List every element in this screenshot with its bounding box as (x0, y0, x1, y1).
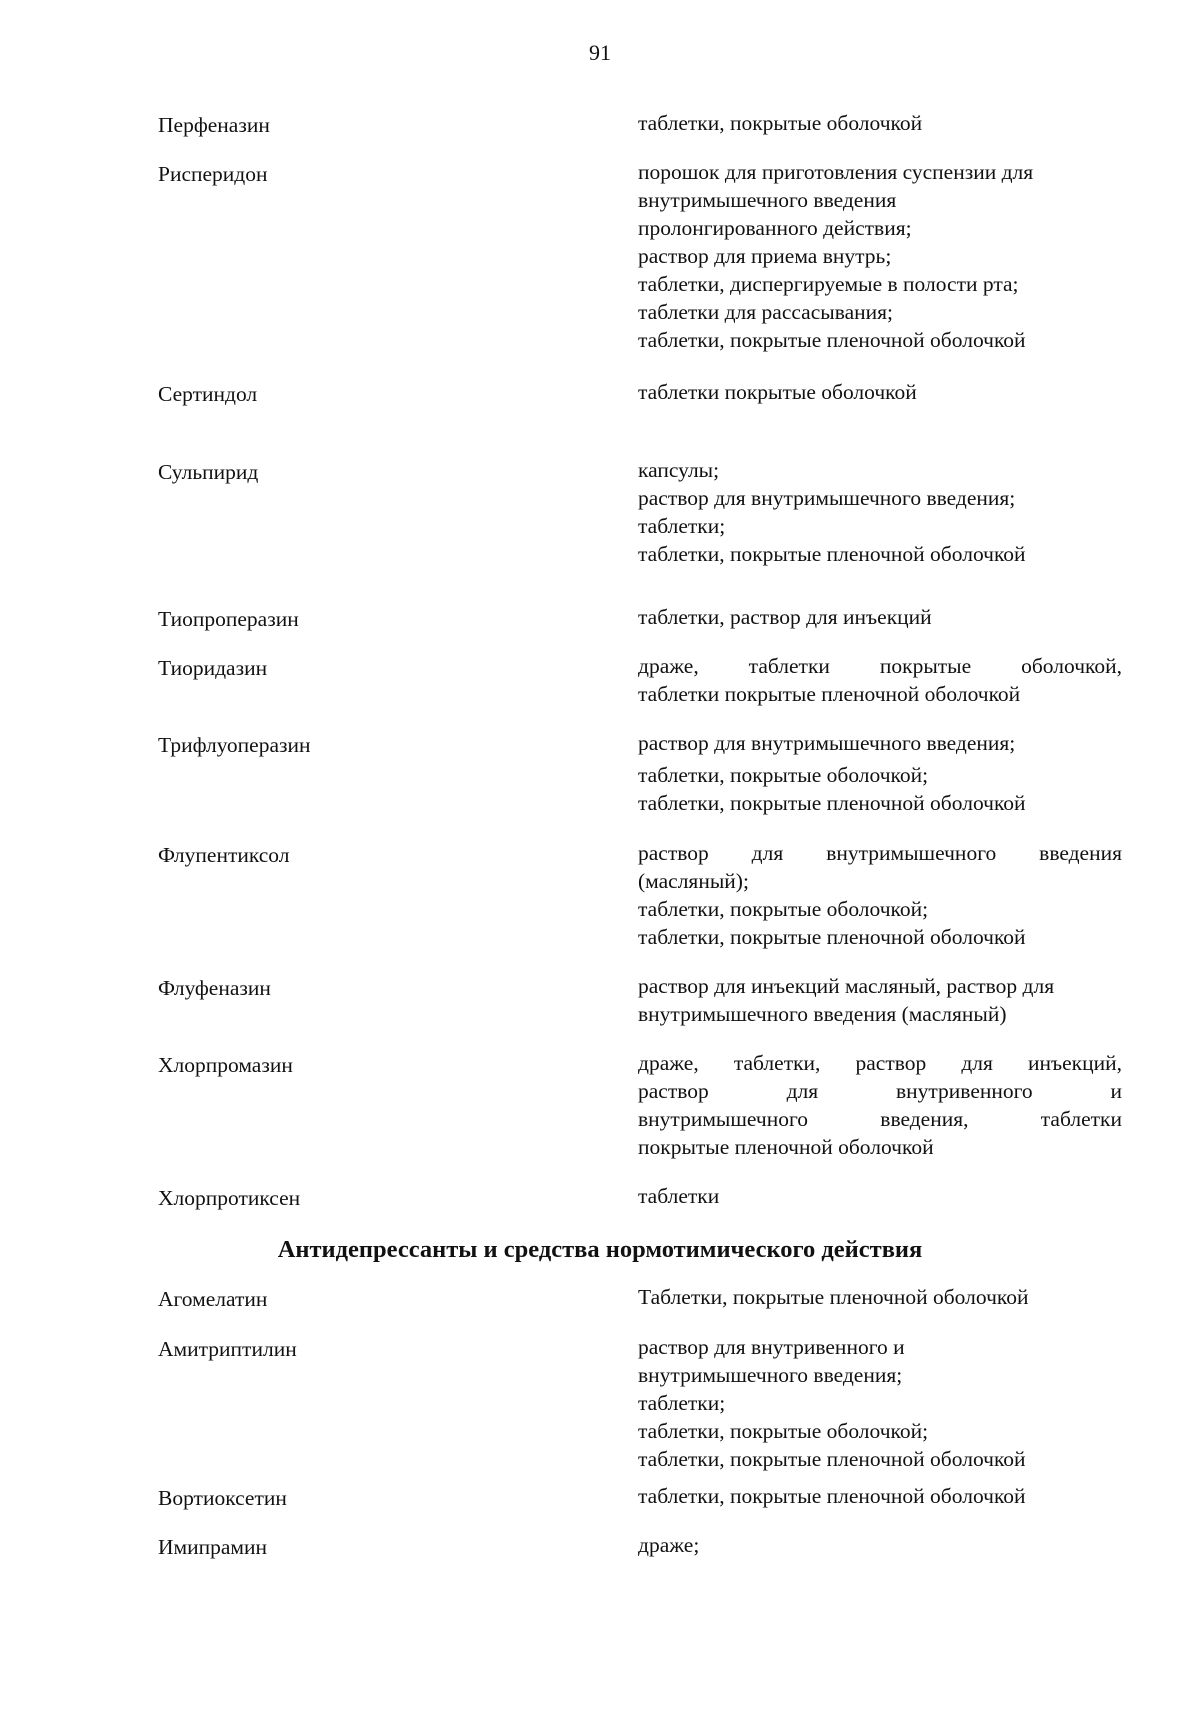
drug-name: Сульпирид (158, 460, 259, 484)
dosage-forms (638, 1283, 1122, 1311)
dosage-forms (638, 456, 1122, 568)
drug-name: Перфеназин (158, 113, 270, 137)
dosage-form-line: раствор для внутривенного и (638, 1335, 905, 1359)
dosage-form-line: таблетки, покрытые оболочкой; (638, 763, 929, 787)
drug-name: Имипрамин (158, 1535, 268, 1559)
dosage-form-line: раствор для внутримышечного введения (638, 841, 1122, 865)
dosage-form-line: раствор для внутримышечного введения; (638, 731, 1016, 755)
drug-name: Тиоридазин (158, 656, 268, 680)
dosage-forms (638, 1333, 1122, 1473)
dosage-form-line: таблетки для рассасывания; (638, 300, 893, 324)
drug-name: Флупентиксол (158, 843, 290, 867)
dosage-forms (638, 109, 1122, 137)
dosage-forms (638, 652, 1122, 708)
dosage-forms (638, 1482, 1122, 1510)
dosage-forms (638, 603, 1122, 631)
dosage-form-line: таблетки, покрытые пленочной оболочкой (638, 1447, 1026, 1471)
dosage-form-line: таблетки покрытые оболочкой (638, 380, 917, 404)
dosage-form-line: таблетки, диспергируемые в полости рта; (638, 272, 1019, 296)
dosage-form-line: порошок для приготовления суспензии для (638, 160, 1034, 184)
dosage-form-line: таблетки, покрытые пленочной оболочкой (638, 542, 1026, 566)
dosage-form-line: таблетки покрытые пленочной оболочкой (638, 682, 1021, 706)
dosage-form-line: таблетки, покрытые оболочкой (638, 111, 923, 135)
dosage-form-line: внутримышечного введения (638, 188, 897, 212)
dosage-form-line: таблетки, покрытые пленочной оболочкой (638, 1484, 1026, 1508)
dosage-form-line: таблетки (638, 1184, 720, 1208)
drug-name: Хлорпротиксен (158, 1186, 301, 1210)
dosage-form-line: таблетки; (638, 1391, 726, 1415)
dosage-form-line: таблетки, покрытые оболочкой; (638, 897, 929, 921)
dosage-form-line: драже, таблетки покрытые оболочкой, (638, 654, 1122, 678)
drug-name: Тиопроперазин (158, 607, 299, 631)
dosage-form-line: внутримышечного введения (масляный) (638, 1002, 1007, 1026)
dosage-form-line: раствор для инъекций масляный, раствор для (638, 974, 1055, 998)
dosage-form-line: таблетки, покрытые пленочной оболочкой (638, 791, 1026, 815)
dosage-form-line: таблетки, раствор для инъекций (638, 605, 932, 629)
dosage-forms (638, 378, 1122, 406)
dosage-form-line: пролонгированного действия; (638, 216, 912, 240)
dosage-form-line: раствор для внутримышечного введения; (638, 486, 1016, 510)
dosage-form-line: внутримышечного введения, таблетки (638, 1107, 1122, 1131)
dosage-form-line: таблетки; (638, 514, 726, 538)
dosage-form-line: внутримышечного введения; (638, 1363, 903, 1387)
dosage-forms (638, 158, 1122, 354)
drug-name: Рисперидон (158, 162, 268, 186)
dosage-forms (638, 1182, 1122, 1210)
dosage-form-line: (масляный); (638, 869, 749, 893)
drug-name: Вортиоксетин (158, 1486, 287, 1510)
dosage-form-line: таблетки, покрытые пленочной оболочкой (638, 925, 1026, 949)
dosage-forms (638, 1531, 1122, 1559)
dosage-forms (638, 729, 1122, 817)
drug-name: Хлорпромазин (158, 1053, 293, 1077)
dosage-form-line: раствор для внутривенного и (638, 1079, 1122, 1103)
dosage-form-line: таблетки, покрытые оболочкой; (638, 1419, 929, 1443)
drug-name: Трифлуоперазин (158, 733, 311, 757)
dosage-forms (638, 1049, 1122, 1161)
dosage-forms (638, 972, 1122, 1028)
drug-name: Агомелатин (158, 1287, 268, 1311)
drug-name: Амитриптилин (158, 1337, 297, 1361)
dosage-form-line: таблетки, покрытые пленочной оболочкой (638, 328, 1026, 352)
drug-name: Сертиндол (158, 382, 258, 406)
dosage-form-line: Таблетки, покрытые пленочной оболочкой (638, 1285, 1029, 1309)
dosage-form-line: драже; (638, 1533, 700, 1557)
dosage-form-line: капсулы; (638, 458, 720, 482)
dosage-forms (638, 839, 1122, 951)
dosage-form-line: драже, таблетки, раствор для инъекций, (638, 1051, 1122, 1075)
drug-name: Флуфеназин (158, 976, 271, 1000)
page-number: 91 (589, 40, 611, 65)
dosage-form-line: раствор для приема внутрь; (638, 244, 892, 268)
section-heading: Антидепрессанты и средства нормотимического действия (277, 1236, 923, 1263)
dosage-form-line: покрытые пленочной оболочкой (638, 1135, 934, 1159)
